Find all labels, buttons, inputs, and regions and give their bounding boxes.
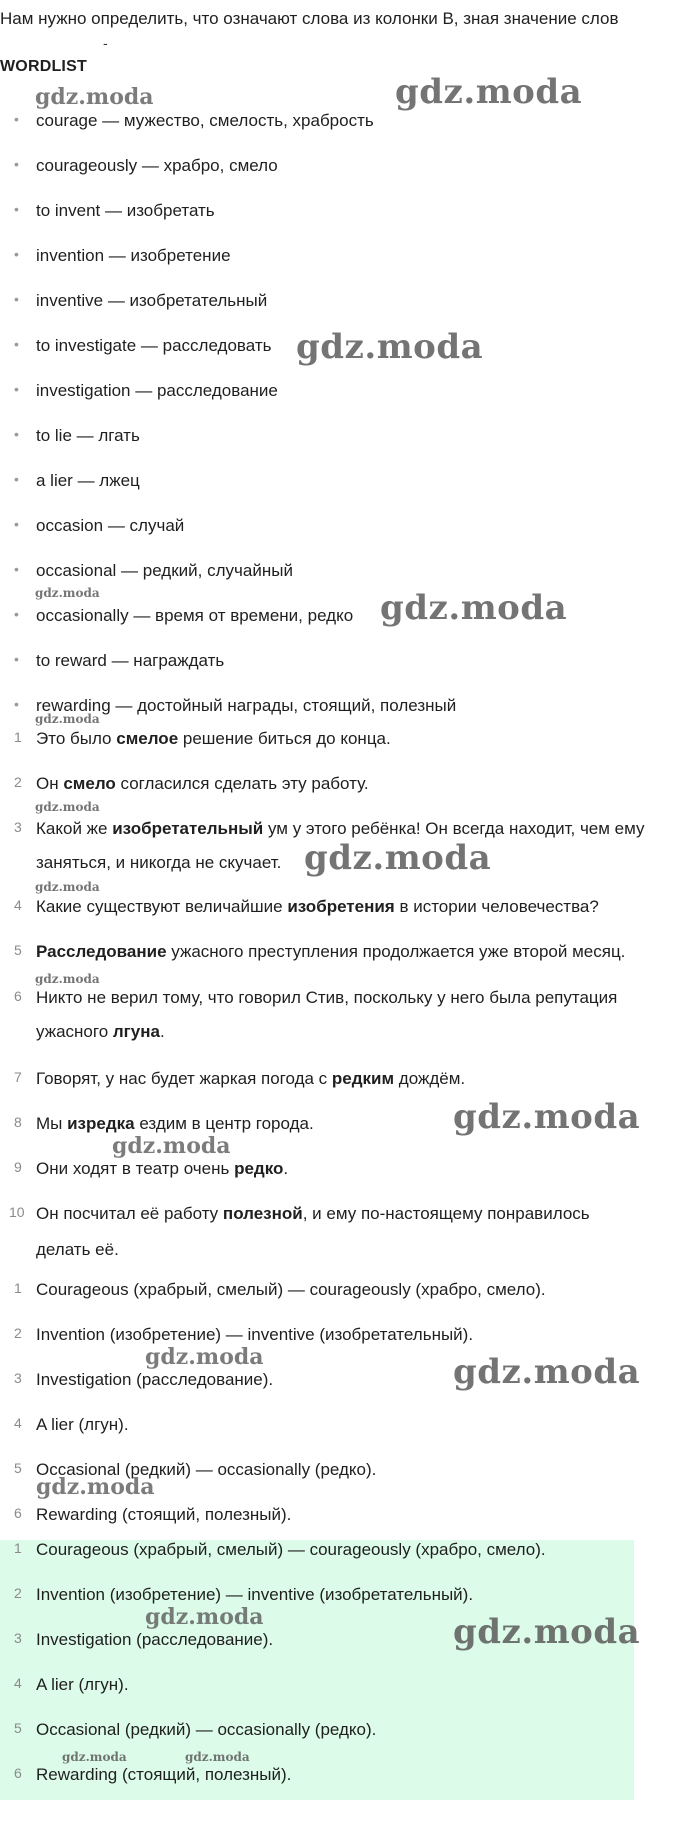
item-number: 3 bbox=[14, 1630, 22, 1646]
intro-text: Нам нужно определить, что означают слова из колонки B, зная значение слов bbox=[0, 9, 619, 28]
item-number: 1 bbox=[14, 729, 22, 745]
watermark: gdz.moda bbox=[35, 800, 100, 814]
watermark: gdz.moda bbox=[395, 72, 583, 112]
item-number: 9 bbox=[14, 1159, 22, 1175]
item-number: 3 bbox=[14, 1370, 22, 1386]
item-number: 10 bbox=[9, 1204, 25, 1220]
bullet: • bbox=[14, 336, 19, 352]
watermark: gdz.moda bbox=[185, 1750, 250, 1764]
watermark: gdz.moda bbox=[145, 1344, 264, 1370]
item-number: 8 bbox=[14, 1114, 22, 1130]
bullet: • bbox=[14, 696, 19, 712]
item-number: 7 bbox=[14, 1069, 22, 1085]
item-number: 6 bbox=[14, 1505, 22, 1521]
watermark: gdz.moda bbox=[35, 586, 100, 600]
watermark: gdz.moda bbox=[453, 1612, 641, 1652]
watermark: gdz.moda bbox=[296, 327, 484, 367]
watermark: gdz.moda bbox=[145, 1604, 264, 1630]
item-number: 4 bbox=[14, 897, 22, 913]
bullet: • bbox=[14, 561, 19, 577]
item-number: 6 bbox=[14, 988, 22, 1004]
item-number: 2 bbox=[14, 1585, 22, 1601]
item-number: 1 bbox=[14, 1280, 22, 1296]
bullet: • bbox=[14, 246, 19, 262]
dash-mark: - bbox=[103, 35, 108, 51]
bullet: • bbox=[14, 651, 19, 667]
item-number: 5 bbox=[14, 1720, 22, 1736]
watermark: gdz.moda bbox=[453, 1352, 641, 1392]
bullet: • bbox=[14, 381, 19, 397]
bullet: • bbox=[14, 426, 19, 442]
wordlist-heading: WORDLIST bbox=[0, 58, 87, 75]
item-number: 2 bbox=[14, 774, 22, 790]
bullet: • bbox=[14, 111, 19, 127]
item-number: 4 bbox=[14, 1675, 22, 1691]
bullet: • bbox=[14, 201, 19, 217]
watermark: gdz.moda bbox=[62, 1750, 127, 1764]
item-number: 1 bbox=[14, 1540, 22, 1556]
bullet: • bbox=[14, 606, 19, 622]
watermark: gdz.moda bbox=[380, 588, 568, 628]
watermark: gdz.moda bbox=[112, 1133, 231, 1159]
item-number: 5 bbox=[14, 942, 22, 958]
bullet: • bbox=[14, 156, 19, 172]
bullet: • bbox=[14, 471, 19, 487]
bullet: • bbox=[14, 516, 19, 532]
item-number: 2 bbox=[14, 1325, 22, 1341]
item-number: 3 bbox=[14, 819, 22, 835]
watermark: gdz.moda bbox=[35, 972, 100, 986]
watermark: gdz.moda bbox=[36, 1474, 155, 1500]
item-number: 6 bbox=[14, 1765, 22, 1781]
watermark: gdz.moda bbox=[35, 84, 154, 110]
watermark: gdz.moda bbox=[453, 1097, 641, 1137]
bullet: • bbox=[14, 291, 19, 307]
item-number: 5 bbox=[14, 1460, 22, 1476]
watermark: gdz.moda bbox=[35, 880, 100, 894]
watermark: gdz.moda bbox=[304, 838, 492, 878]
watermark: gdz.moda bbox=[35, 712, 100, 726]
item-number: 4 bbox=[14, 1415, 22, 1431]
